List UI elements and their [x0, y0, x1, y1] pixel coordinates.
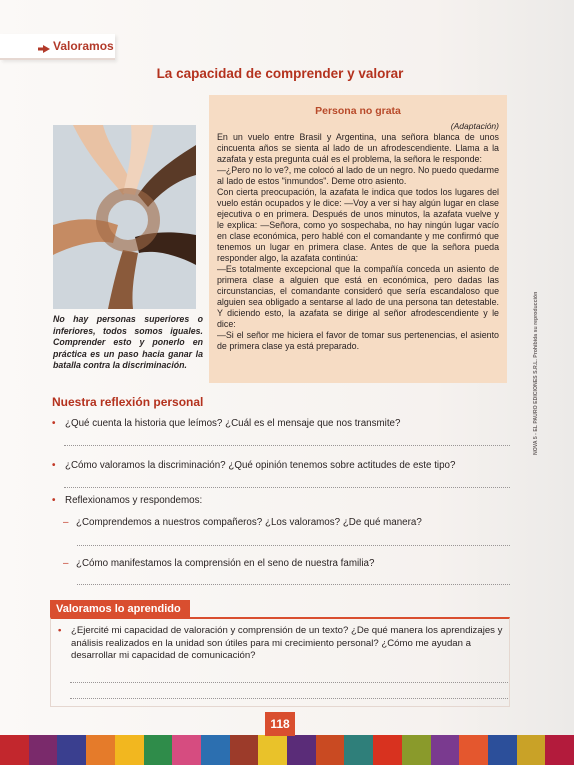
arrow-icon: [38, 41, 50, 51]
answer-line[interactable]: [70, 682, 508, 683]
answer-line[interactable]: [77, 545, 510, 546]
story-paragraph: Con cierta preocupación, la azafata le indica que todos los lugares del vuelo están ocupados y le dice: —Voy a ver si hay algún lugar en clase ejecutiva o en primera. Después de unos minutos, la azafata vuelve y le explica: —Señora, como yo sospechaba, no hay ningún lugar vacío en clase económica, pero hablé con el comandante y me confirmó que tenemos un lugar en primera clase. Antes de que la señora pueda responder algo, la azafata continúa:: [217, 187, 499, 263]
bullet-icon: •: [58, 625, 62, 636]
photo-caption: No hay personas superiores o inferiores, todos somos iguales. Comprender esto y ponerlo en práctica es un paso hacia ganar la batalla contra la discriminación.: [53, 314, 203, 371]
story-adaptation-note: (Adaptación): [450, 121, 499, 131]
reflection-heading: Nuestra reflexión personal: [52, 395, 204, 409]
story-paragraph: En un vuelo entre Brasil y Argentina, una señora blanca de unos cincuenta años se sienta al lado de un afrodescendiente. Llama a la azafata y esta pregunta cuál es el problema, la señora le responde:: [217, 132, 499, 164]
question-1: [52, 417, 400, 430]
bullet-icon: •: [52, 418, 56, 429]
question-2: [52, 459, 455, 472]
story-body: [217, 132, 499, 352]
section-tab: [0, 34, 115, 60]
story-paragraph: —¿Pero no lo ve?, me colocó al lado de un negro. No puedo quedarme al lado de estos "inmundos". Deme otro asiento.: [217, 165, 499, 186]
sub-question-2-text: ¿Cómo manifestamos la comprensión en el seno de nuestra familia?: [76, 558, 375, 569]
side-copyright: NOVA 5 - EL PAURO EDICIONES S.R.L. Prohibida su reproducción: [533, 291, 539, 455]
question-3-text: Reflexionamos y respondemos:: [65, 495, 203, 506]
page-number: 118: [265, 712, 295, 736]
section-tab-label: Valoramos: [53, 39, 114, 53]
story-box: [209, 95, 507, 383]
learned-question: [58, 625, 508, 663]
page-title: La capacidad de comprender y valorar: [156, 66, 404, 81]
bullet-icon: •: [52, 495, 56, 506]
answer-line[interactable]: [77, 584, 510, 585]
learned-question-text: ¿Ejercité mi capacidad de valoración y comprensión de un texto? ¿De qué manera los aprendizajes y análisis realizados en la unidad son útiles para mi crecimiento personal? ¿Cómo me ayudan a desarrollar mi capacidad de comunicación?: [71, 625, 503, 661]
answer-line[interactable]: [70, 698, 508, 699]
story-title: Persona no grata: [315, 105, 401, 117]
learned-banner: [50, 600, 190, 617]
answer-line[interactable]: [64, 487, 510, 488]
answer-line[interactable]: [64, 445, 510, 446]
story-paragraph: —Si el señor me hiciera el favor de tomar sus pertenencias, el asiento de primera clase ya está preparado.: [217, 330, 499, 351]
dash-icon: –: [63, 517, 69, 528]
question-2-text: ¿Cómo valoramos la discriminación? ¿Qué opinión tenemos sobre actitudes de este tipo?: [65, 460, 456, 471]
learned-banner-label: Valoramos lo aprendido: [56, 602, 181, 615]
question-3: [52, 494, 202, 507]
bullet-icon: •: [52, 460, 56, 471]
story-paragraph: —Es totalmente excepcional que la compañía conceda un asiento de primera clase a alguien que está en económica, pero dadas las circunstancias, el comandante consideró que sería escandaloso que alguien sea obligado a sentarse al lado de una persona tan detestable. Y diciendo esto, la azafata se dirige al señor afrodescendiente y le dice:: [217, 264, 499, 329]
sub-question-2: [63, 557, 374, 570]
dash-icon: –: [63, 558, 69, 569]
question-1-text: ¿Qué cuenta la historia que leímos? ¿Cuál es el mensaje que nos transmite?: [65, 418, 401, 429]
sub-question-1-text: ¿Comprendemos a nuestros compañeros? ¿Los valoramos? ¿De qué manera?: [76, 517, 422, 528]
decorative-strip: [0, 735, 574, 765]
sub-question-1: [63, 516, 422, 529]
hands-photo: [53, 125, 196, 309]
